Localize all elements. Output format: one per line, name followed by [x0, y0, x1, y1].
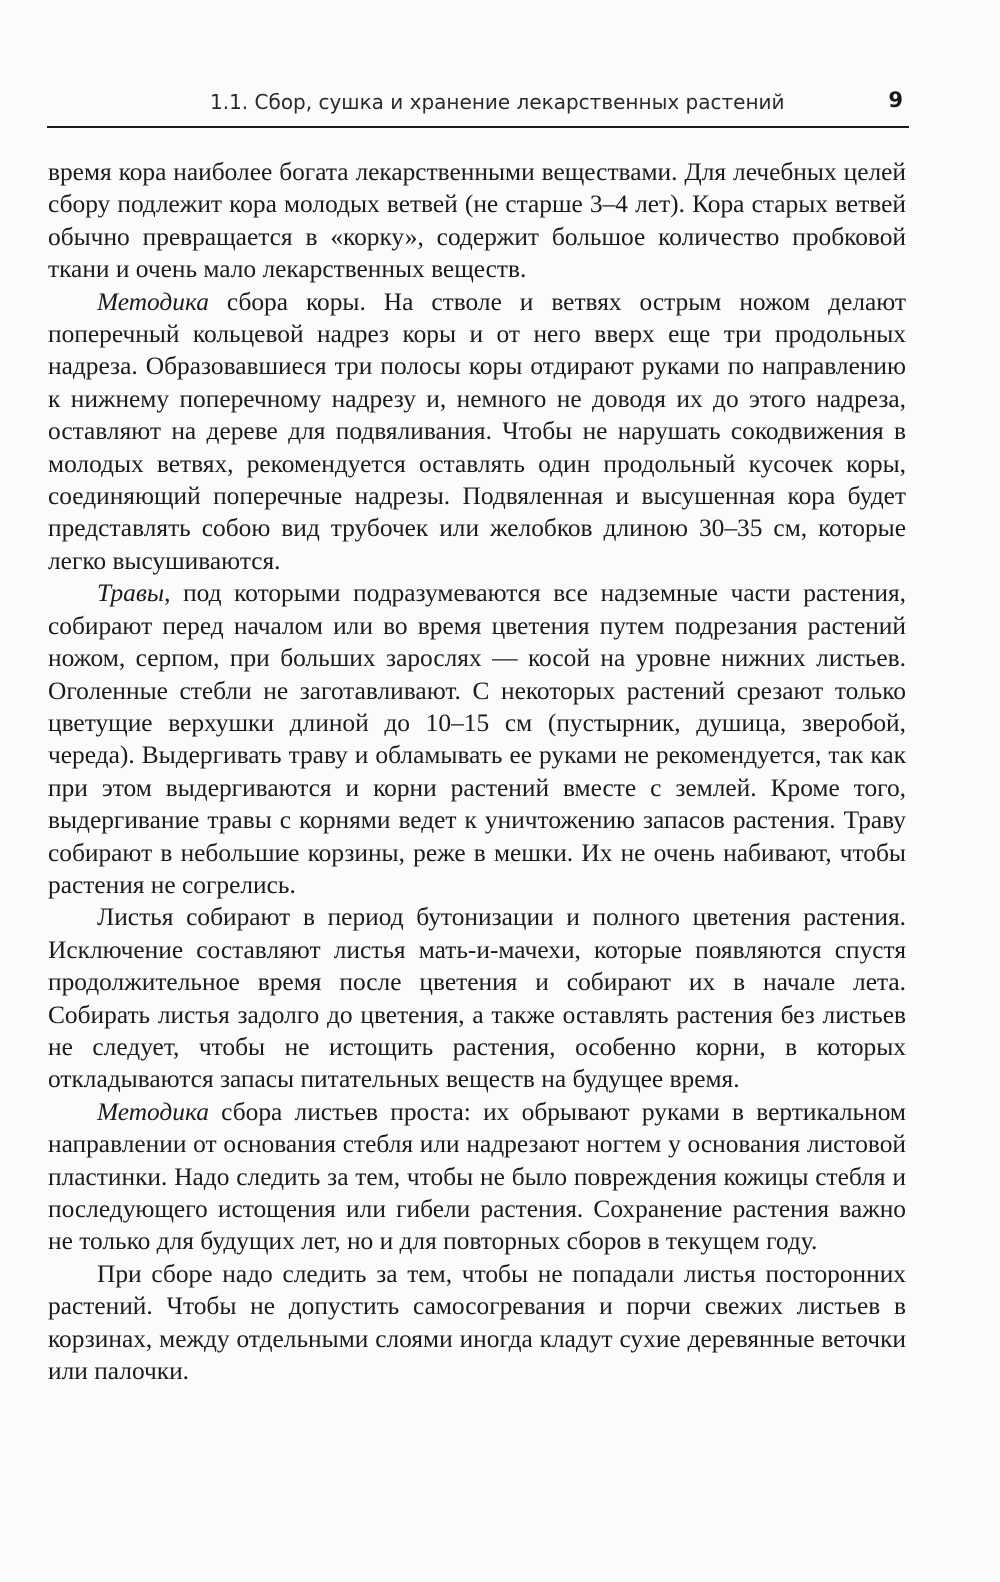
paragraph — [48, 1096, 906, 1258]
page-number: 9 — [888, 88, 903, 112]
italic-lead: Методика — [97, 1097, 209, 1126]
running-header — [47, 86, 909, 128]
paragraph-text: сбора коры. На стволе и ветвях острым ножом делают поперечный кольцевой надрез коры и от него вверх еще три продольных надреза. Образовавшиеся три полосы коры отдирают руками по направлению к нижнему поперечному надрезу и, немного не доводя их до этого надреза, оставляют на дереве для подвяливания. Чтобы не нарушать сокодвижения в молодых ветвях, рекомендуется оставлять один продольный кусочек коры, соединяющий поперечные надрезы. Подвяленная и высушенная кора будет представлять собою вид трубочек или желобков длиною 30–35 см, которые легко высушиваются. — [48, 287, 906, 575]
section-title: 1.1. Сбор, сушка и хранение лекарственных растений — [210, 90, 785, 114]
paragraph — [48, 901, 906, 1095]
paragraph-text: сбора листьев проста: их обрывают руками в вертикальном направлении от основания стебля или надрезают ногтем у основания листовой пластинки. Надо следить за тем, чтобы не было повреждения кожицы стебля и последующего истощения или гибели растения. Сохранение растения важно не только для будущих лет, но и для повторных сборов в текущем году. — [48, 1097, 906, 1256]
paragraph-text: , под которыми подразумеваются все надземные части растения, собирают перед началом или во время цветения путем подрезания растений ножом, серпом, при больших зарослях — косой на уровне нижних листьев. Оголенные стебли не заготавливают. С некоторых растений срезают только цветущие верхушки длиной до 10–15 см (пустырник, душица, зверобой, череда). Выдергивать траву и обламывать ее руками не рекомендуется, так как при этом выдергиваются и корни растений вместе с землей. Кроме того, выдергивание травы с корнями ведет к уничтожению запасов растения. Траву собирают в небольшие корзины, реже в мешки. Их не очень набивают, чтобы растения не согрелись. — [48, 579, 906, 899]
paragraph-text: При сборе надо следить за тем, чтобы не попадали листья посторонних растений. Чтобы не допустить самосогревания и порчи свежих листьев в корзинах, между отдельными слоями иногда кладут сухие деревянные веточки или палочки. — [48, 1259, 906, 1386]
italic-lead: Травы — [97, 579, 165, 608]
paragraph-text: Листья собирают в период бутонизации и полного цветения растения. Исключение составляют листья мать-и-мачехи, которые появляются спустя продолжительное время после цветения и собирают их в начале лета. Собирать листья задолго до цветения, а также оставлять растения без листьев не следует, чтобы не истощить растения, особенно корни, в которых откладываются запасы питательных веществ на будущее время. — [48, 903, 906, 1094]
italic-lead: Методика — [97, 287, 209, 316]
paragraph — [48, 156, 906, 286]
body-text — [48, 156, 906, 1387]
paragraph — [48, 577, 906, 901]
paragraph — [48, 1258, 906, 1388]
paragraph-text: время кора наиболее богата лекарственными веществами. Для лечебных целей сбору подлежит кора молодых ветвей (не старше 3–4 лет). Кора старых ветвей обычно превращается в «корку», содержит большое количество пробковой ткани и очень мало лекарственных веществ. — [48, 158, 906, 284]
paragraph — [48, 286, 906, 578]
